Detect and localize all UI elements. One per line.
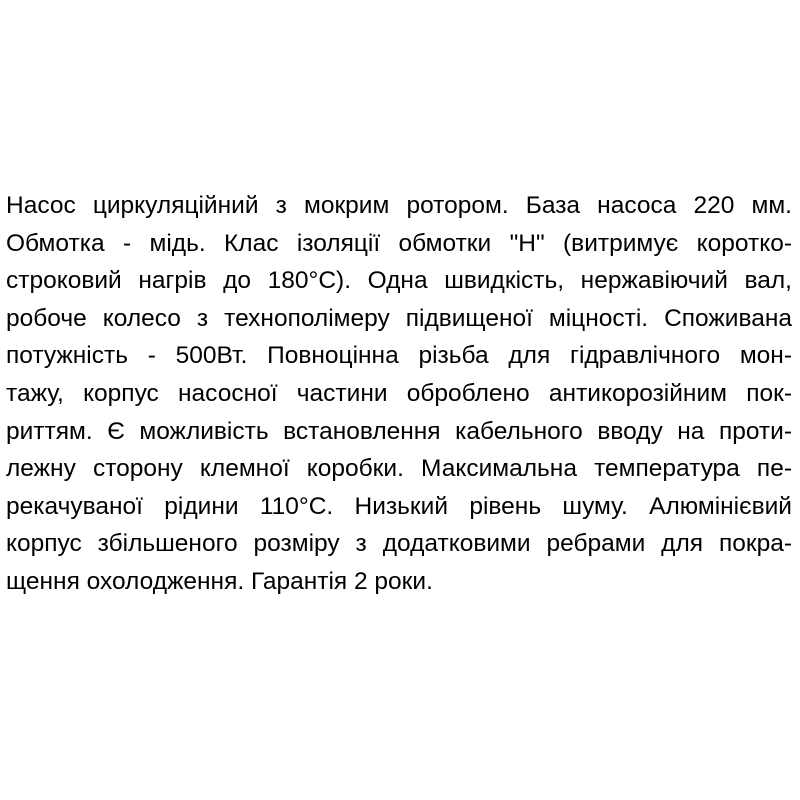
description-line: Обмотка - мідь. Клас ізоляції обмотки "H" (витримує коротко- (6, 229, 792, 257)
description-line: тажу, корпус насосної частини оброблено антикорозійним пок- (6, 379, 792, 407)
description-line: строковий нагрів до 180°С). Одна швидкість, нержавіючий вал, (6, 267, 792, 295)
description-line: потужність - 500Вт. Повноцінна різьба для гідравлічного мон- (6, 342, 792, 370)
product-description (6, 187, 792, 601)
description-line: риттям. Є можливість встановлення кабельного вводу на проти- (6, 417, 792, 445)
description-line: щення охолодження. Гарантія 2 роки. (6, 567, 433, 595)
description-line: рекачуваної рідини 110°С. Низький рівень шуму. Алюмінієвий (6, 492, 792, 520)
description-line: Насос циркуляційний з мокрим ротором. База насоса 220 мм. (6, 192, 792, 219)
description-line: робоче колесо з технополімеру підвищеної міцності. Споживана (6, 304, 792, 332)
description-line: лежну сторону клемної коробки. Максимальна температура пе- (6, 455, 792, 483)
description-line: корпус збільшеного розміру з додатковими ребрами для покра- (6, 530, 792, 558)
